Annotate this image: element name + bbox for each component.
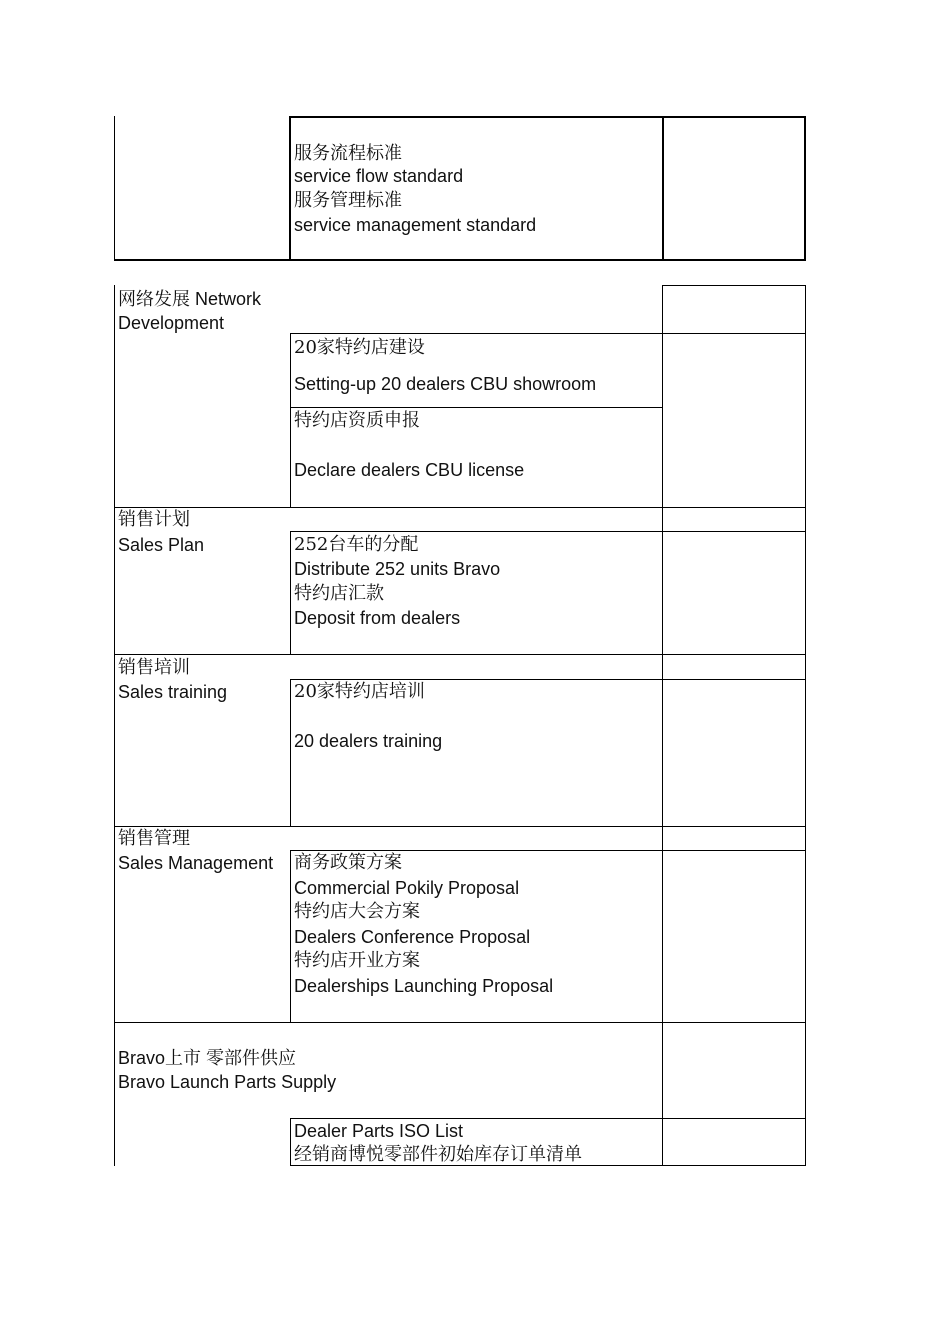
sales-training-label-cn: 销售培训 xyxy=(118,657,190,678)
network-label-line2: Development xyxy=(118,313,225,333)
row-line xyxy=(290,407,662,408)
service-flow-cn: 服务流程标准 xyxy=(294,143,402,164)
table2-col-divider xyxy=(290,333,291,507)
table1-right-border xyxy=(804,116,806,261)
table2-left-border xyxy=(114,285,115,1166)
row-line xyxy=(114,654,805,655)
network-task2-cn: 特约店资质申报 xyxy=(294,410,420,431)
sales-mgmt-item: 商务政策方案 xyxy=(294,852,402,873)
network-task2-en: Declare dealers CBU license xyxy=(294,460,525,480)
bravo-launch-label-1: Bravo上市 零部件供应 xyxy=(118,1048,297,1068)
sales-mgmt-item: Dealers Conference Proposal xyxy=(294,927,531,947)
dealer-parts-order-cn: 经销商博悦零部件初始库存订单清单 xyxy=(294,1144,582,1165)
sales-plan-label-cn: 销售计划 xyxy=(118,509,190,530)
row-line xyxy=(290,531,805,532)
sales-mgmt-label-cn: 销售管理 xyxy=(118,828,190,849)
sales-plan-item: Deposit from dealers xyxy=(294,608,461,628)
sales-training-task-en: 20 dealers training xyxy=(294,731,443,751)
sales-mgmt-item: Commercial Pokily Proposal xyxy=(294,878,520,898)
sales-mgmt-item: 特约店大会方案 xyxy=(294,901,420,922)
bravo-launch-label-2: Bravo Launch Parts Supply xyxy=(118,1072,337,1092)
network-label-line1: 网络发展 Network xyxy=(118,289,262,310)
row-line xyxy=(114,826,805,827)
table2-col-divider xyxy=(290,679,291,826)
service-mgmt-cn: 服务管理标准 xyxy=(294,190,402,211)
table2-col-divider xyxy=(290,531,291,654)
sales-mgmt-item: 特约店开业方案 xyxy=(294,950,420,971)
table1-left-border xyxy=(114,116,115,261)
sales-plan-label-en: Sales Plan xyxy=(118,535,205,555)
table1-divider xyxy=(289,116,291,261)
table1-top-border xyxy=(289,116,806,118)
network-task1-en: Setting-up 20 dealers CBU showroom xyxy=(294,374,597,394)
table2-col-divider xyxy=(290,1118,291,1166)
table1-divider xyxy=(662,116,664,261)
sales-plan-item: Distribute 252 units Bravo xyxy=(294,559,501,579)
table2-col-divider xyxy=(662,285,663,1166)
dealer-parts-iso-list: Dealer Parts ISO List xyxy=(294,1121,464,1141)
row-line xyxy=(290,333,805,334)
row-line xyxy=(114,1022,805,1023)
row-line xyxy=(114,507,805,508)
sales-training-task-cn: 20家特约店培训 xyxy=(294,681,425,702)
service-flow-en: service flow standard xyxy=(294,166,464,186)
table1-bottom-border xyxy=(114,259,806,261)
service-mgmt-en: service management standard xyxy=(294,215,537,235)
sales-plan-item: 特约店汇款 xyxy=(294,583,384,604)
sales-plan-item: 252台车的分配 xyxy=(294,534,419,555)
table2-col-divider xyxy=(290,850,291,1022)
table2-right-border xyxy=(805,285,806,1166)
sales-mgmt-label-en: Sales Management xyxy=(118,853,274,873)
sales-mgmt-item: Dealerships Launching Proposal xyxy=(294,976,554,996)
sales-training-label-en: Sales training xyxy=(118,682,228,702)
table2-top-border xyxy=(662,285,805,286)
network-task1-cn: 20家特约店建设 xyxy=(294,337,425,358)
